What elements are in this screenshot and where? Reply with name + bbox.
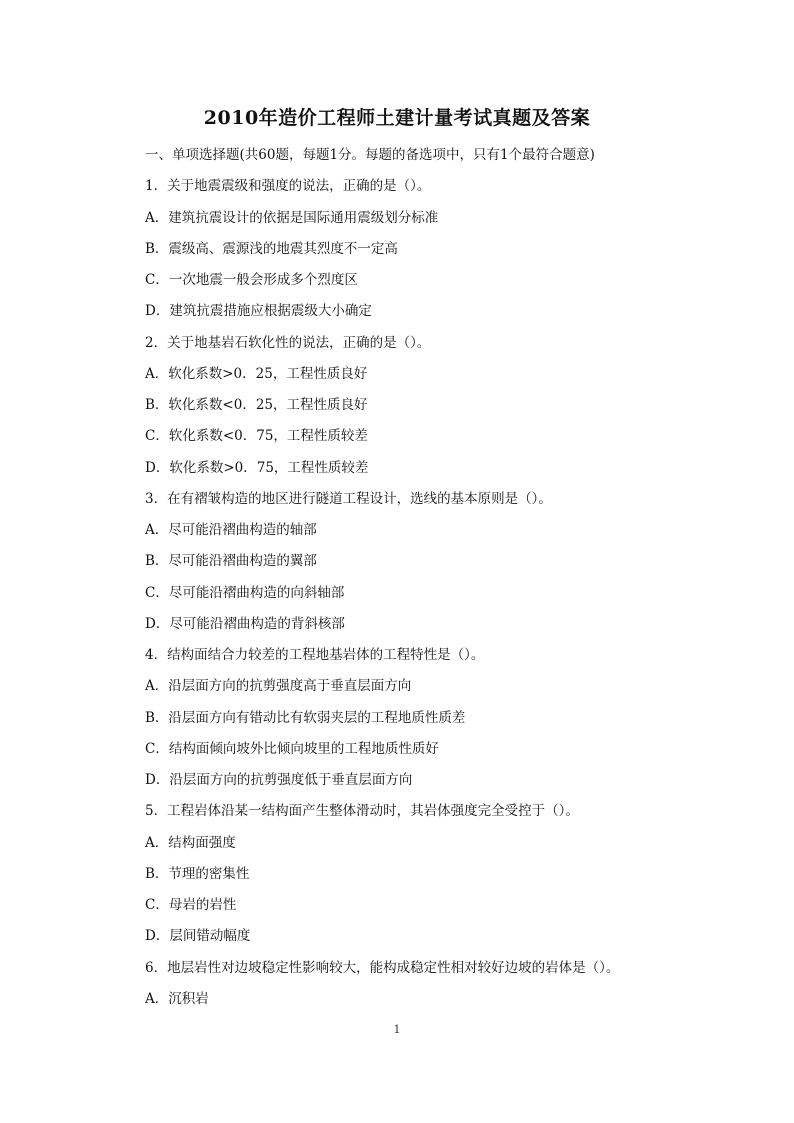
option-3c: C．尽可能沿褶曲构造的向斜轴部 — [145, 584, 345, 601]
option-3a: A．尽可能沿褶曲构造的轴部 — [145, 522, 317, 538]
option-2b: B．软化系数<0．25，工程性质良好 — [145, 397, 368, 413]
section-heading: 一、单项选择题(共60题，每题1分。每题的备选项中，只有1个最符合题意) — [145, 147, 595, 163]
question-list — [145, 140, 705, 1015]
option-4d: D．沿层面方向的抗剪强度低于垂直层面方向 — [145, 772, 413, 788]
option-4b: B．沿层面方向有错动比有软弱夹层的工程地质性质差 — [145, 709, 466, 726]
option-1a: A．建筑抗震设计的依据是国际通用震级划分标准 — [145, 209, 439, 226]
question-5: 5．工程岩体沿某一结构面产生整体滑动时，其岩体强度完全受控于（）。 — [145, 803, 579, 820]
option-5d: D．层间错动幅度 — [145, 928, 251, 945]
option-4c: C．结构面倾向坡外比倾向坡里的工程地质性质好 — [145, 740, 439, 757]
option-1b: B．震级高、震源浅的地震其烈度不一定高 — [145, 240, 398, 257]
option-5c: C．母岩的岩性 — [145, 897, 237, 913]
option-5b: B．节理的密集性 — [145, 865, 250, 882]
option-1d: D．建筑抗震措施应根据震级大小确定 — [145, 303, 372, 320]
page-number: 1 — [393, 1023, 401, 1036]
option-5a: A．结构面强度 — [145, 834, 236, 851]
question-3: 3．在有褶皱构造的地区进行隧道工程设计，选线的基本原则是（）。 — [145, 490, 552, 507]
question-4: 4．结构面结合力较差的工程地基岩体的工程特性是（）。 — [145, 647, 485, 663]
question-2: 2．关于地基岩石软化性的说法，正确的是（）。 — [145, 334, 431, 351]
option-4a: A．沿层面方向的抗剪强度高于垂直层面方向 — [145, 678, 412, 695]
question-1: 1．关于地震震级和强度的说法，正确的是（）。 — [145, 178, 431, 195]
question-6: 6．地层岩性对边坡稳定性影响较大，能构成稳定性相对较好边坡的岩体是（）。 — [145, 959, 620, 976]
option-2c: C．软化系数<0．75，工程性质较差 — [145, 428, 368, 445]
option-3d: D．尽可能沿褶曲构造的背斜核部 — [145, 615, 345, 632]
option-6a: A．沉积岩 — [145, 990, 209, 1007]
option-1c: C．一次地震一般会形成多个烈度区 — [145, 272, 358, 288]
document-title: 2010年造价工程师土建计量考试真题及答案 — [203, 107, 591, 129]
option-3b: B．尽可能沿褶曲构造的翼部 — [145, 553, 317, 570]
option-2d: D．软化系数>0．75，工程性质较差 — [145, 459, 369, 476]
option-2a: A．软化系数>0．25，工程性质良好 — [145, 365, 368, 382]
